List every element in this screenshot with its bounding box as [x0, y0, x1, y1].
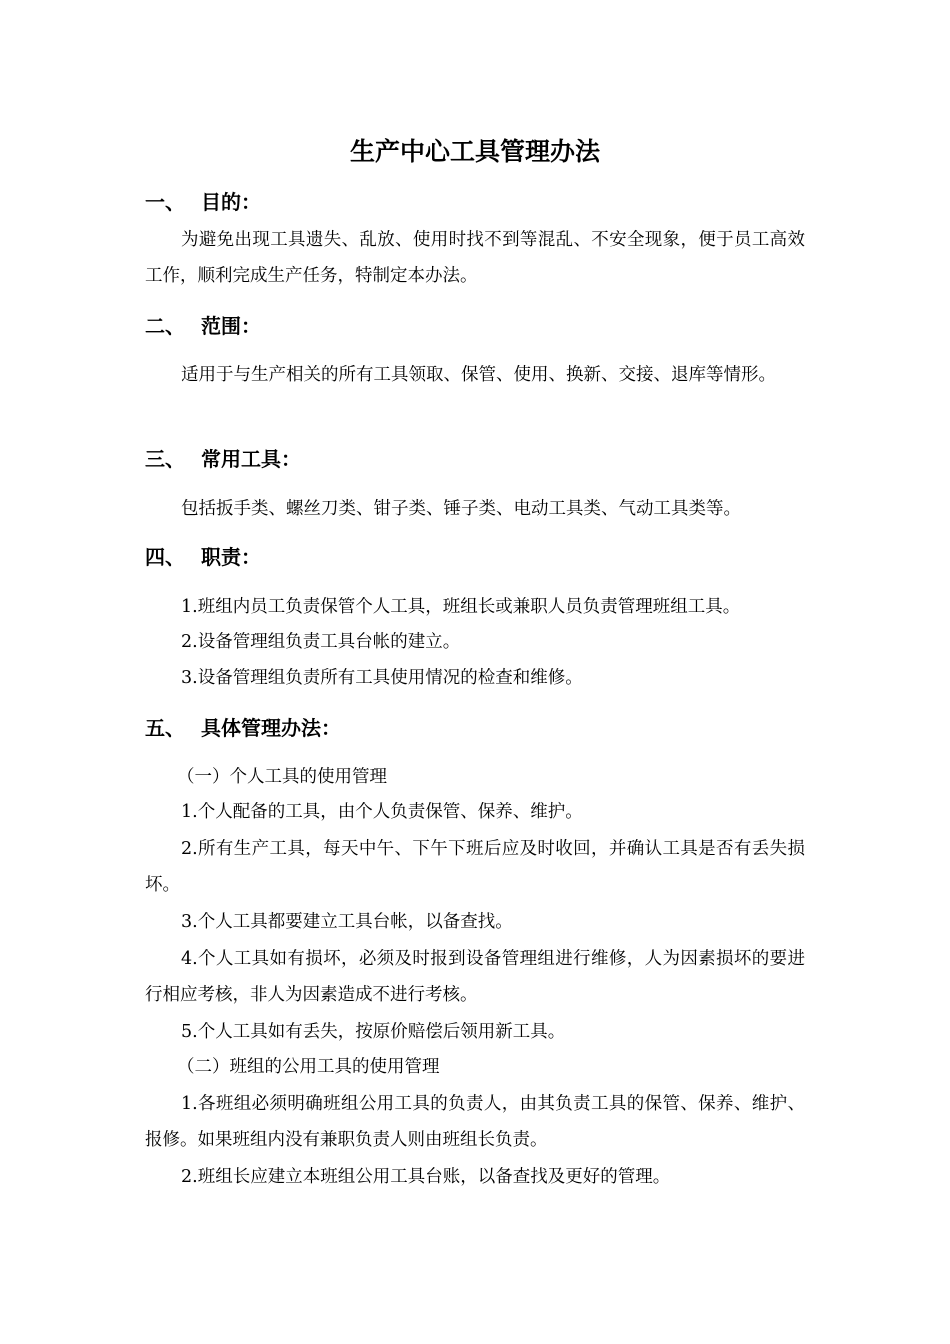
- subsection-title-personal-tools: （一）个人工具的使用管理: [177, 767, 387, 787]
- section-heading-scope: [145, 312, 261, 340]
- list-item: 5.个人工具如有丢失，按原价赔偿后领用新工具。: [181, 1022, 566, 1042]
- subsection-title-team-tools: （二）班组的公用工具的使用管理: [177, 1057, 440, 1077]
- list-item: 1.各班组必须明确班组公用工具的负责人，由其负责工具的保管、保养、维护、报修。如果班组内没有兼职负责人则由班组长负责。: [145, 1094, 805, 1150]
- section-number: 三、: [145, 447, 185, 471]
- list-item: 4.个人工具如有损坏，必须及时报到设备管理组进行维修，人为因素损坏的要进行相应考核，非人为因素造成不进行考核。: [145, 949, 805, 1005]
- section-title: 目的：: [201, 190, 261, 214]
- section-heading-management: [145, 714, 341, 742]
- list-item: 2.所有生产工具，每天中午、下午下班后应及时收回，并确认工具是否有丢失损坏。: [145, 839, 805, 895]
- document-title: 生产中心工具管理办法: [349, 137, 600, 166]
- section-paragraph-scope: 适用于与生产相关的所有工具领取、保管、使用、换新、交接、退库等情形。: [181, 365, 776, 385]
- section-number: 四、: [145, 545, 185, 569]
- section-number: 一、: [145, 190, 185, 214]
- section-paragraph-purpose: 为避免出现工具遗失、乱放、使用时找不到等混乱、不安全现象，便于员工高效工作，顺利完成生产任务，特制定本办法。: [145, 230, 805, 286]
- list-item: 3.设备管理组负责所有工具使用情况的检查和维修。: [181, 668, 583, 688]
- section-title: 常用工具：: [201, 447, 301, 471]
- section-number: 二、: [145, 314, 185, 338]
- list-item: 3.个人工具都要建立工具台帐，以备查找。: [181, 912, 513, 932]
- section-title: 职责：: [201, 545, 261, 569]
- section-title: 具体管理办法：: [201, 716, 341, 740]
- section-paragraph-common-tools: 包括扳手类、螺丝刀类、钳子类、锤子类、电动工具类、气动工具类等。: [181, 499, 741, 519]
- list-item: 1.个人配备的工具，由个人负责保管、保养、维护。: [181, 802, 583, 822]
- section-heading-common-tools: [145, 445, 301, 473]
- list-item: 2.班组长应建立本班组公用工具台账，以备查找及更好的管理。: [181, 1167, 671, 1187]
- list-item: 2.设备管理组负责工具台帐的建立。: [181, 632, 461, 652]
- section-heading-purpose: [145, 188, 261, 216]
- section-number: 五、: [145, 716, 185, 740]
- section-heading-responsibilities: [145, 543, 261, 571]
- list-item: 1.班组内员工负责保管个人工具，班组长或兼职人员负责管理班组工具。: [181, 597, 741, 617]
- section-title: 范围：: [201, 314, 261, 338]
